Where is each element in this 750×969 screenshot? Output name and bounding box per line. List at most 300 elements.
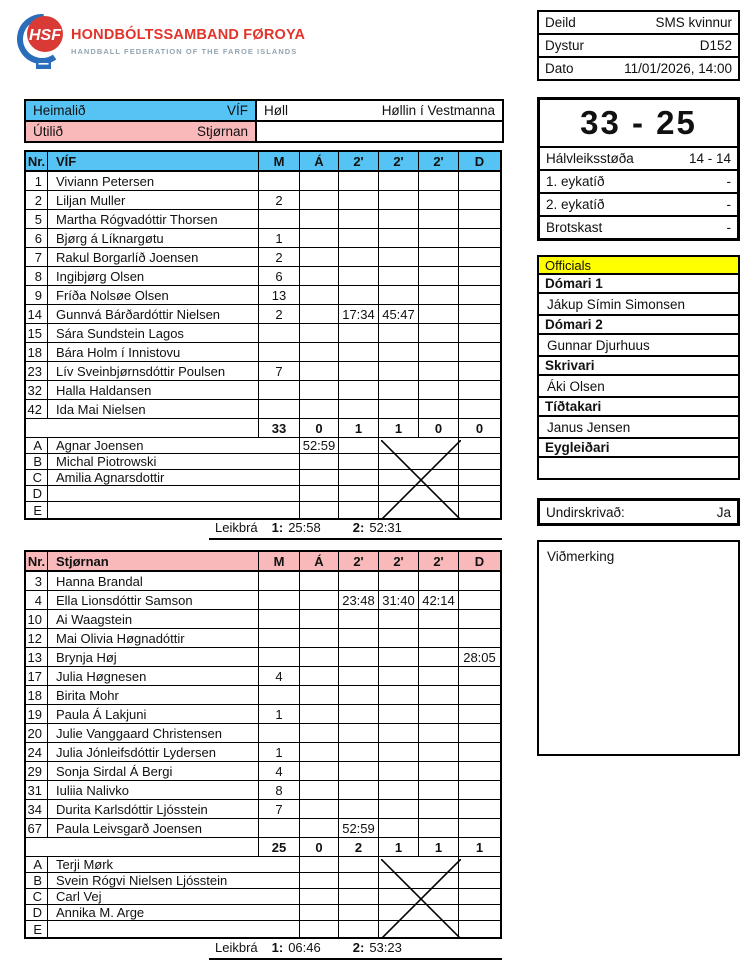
home-roster-header (26, 152, 500, 172)
official-suspension (339, 873, 379, 888)
player-number: 14 (26, 305, 48, 323)
col-header-home-team: VÍF (48, 152, 259, 170)
player-row (26, 705, 500, 724)
official-letter: C (26, 889, 48, 904)
player-warning (300, 381, 339, 399)
official-name (48, 502, 300, 518)
col-header-suspension-3: 2' (419, 552, 459, 570)
player-goals (259, 686, 300, 704)
official-suspension (339, 454, 379, 469)
official-disqualification (459, 438, 500, 453)
player-row (26, 610, 500, 629)
totals-suspensions-1: 2 (339, 838, 379, 856)
player-row (26, 629, 500, 648)
player-row (26, 381, 500, 400)
official-suspension (339, 502, 379, 518)
player-disqualification (459, 400, 500, 418)
player-row (26, 210, 500, 229)
official-person-name: Áki Olsen (539, 376, 738, 398)
player-suspension-2 (379, 172, 419, 190)
timeout-2-time: 53:23 (369, 940, 402, 955)
player-suspension-2 (379, 686, 419, 704)
official-suspension (339, 921, 379, 937)
final-score: 33 - 25 (580, 104, 697, 141)
hall-name: Høllin í Vestmanna (381, 103, 495, 118)
player-disqualification (459, 572, 500, 590)
match-info-label: Deild (545, 15, 576, 30)
match-info-row (539, 35, 738, 58)
player-row (26, 248, 500, 267)
match-info-row (539, 58, 738, 79)
player-row (26, 743, 500, 762)
official-disqualification (459, 470, 500, 485)
official-person-name: Jákup Símin Simonsen (539, 294, 738, 316)
player-disqualification (459, 743, 500, 761)
player-goals (259, 400, 300, 418)
player-warning (300, 686, 339, 704)
official-warning (300, 502, 339, 518)
player-suspension-2: 31:40 (379, 591, 419, 609)
player-warning (300, 819, 339, 837)
crossed-cell (379, 486, 459, 501)
player-warning (300, 648, 339, 666)
official-letter: C (26, 470, 48, 485)
player-suspension-2 (379, 210, 419, 228)
player-name: Martha Rógvadóttir Thorsen (48, 210, 259, 228)
player-goals: 1 (259, 229, 300, 247)
player-suspension-2 (379, 400, 419, 418)
official-warning (300, 889, 339, 904)
player-suspension-2 (379, 229, 419, 247)
player-suspension-2 (379, 762, 419, 780)
player-goals: 2 (259, 248, 300, 266)
player-suspension-1 (339, 229, 379, 247)
official-name (48, 486, 300, 501)
away-team-bar (24, 120, 257, 143)
player-disqualification (459, 591, 500, 609)
hall-bar (255, 99, 504, 122)
match-info-value: 11/01/2026, 14:00 (624, 61, 732, 76)
official-warning (300, 905, 339, 920)
official-letter: E (26, 921, 48, 937)
score-detail-label: Brotskast (546, 220, 603, 235)
player-suspension-1 (339, 686, 379, 704)
totals-warnings: 0 (300, 838, 339, 856)
player-number: 34 (26, 800, 48, 818)
player-row (26, 800, 500, 819)
official-suspension (339, 470, 379, 485)
player-warning (300, 667, 339, 685)
signature-value: Ja (716, 504, 731, 520)
totals-spacer (26, 838, 259, 856)
col-header-disqualification: D (474, 153, 485, 169)
player-disqualification (459, 762, 500, 780)
team-official-row (26, 454, 500, 470)
player-goals: 1 (259, 743, 300, 761)
player-row (26, 781, 500, 800)
player-suspension-1 (339, 724, 379, 742)
team-official-row (26, 502, 500, 518)
hall-bar-empty (255, 120, 504, 143)
player-number: 18 (26, 686, 48, 704)
player-warning (300, 210, 339, 228)
player-suspension-3 (419, 743, 459, 761)
score-detail-label: 2. eykatíð (546, 197, 605, 212)
player-suspension-2 (379, 705, 419, 723)
player-suspension-3 (419, 724, 459, 742)
remarks-box (537, 540, 740, 756)
player-name: Paula Leivsgarð Joensen (48, 819, 259, 837)
remarks-label: Viðmerking (547, 549, 615, 564)
player-warning (300, 591, 339, 609)
player-name: Fríða Nolsøe Olsen (48, 286, 259, 304)
player-suspension-3 (419, 362, 459, 380)
timeout-1-label: 1: (271, 520, 284, 535)
player-suspension-3 (419, 629, 459, 647)
official-warning (300, 454, 339, 469)
timeout-1-time: 06:46 (288, 940, 321, 955)
player-goals: 2 (259, 305, 300, 323)
official-name: Terji Mørk (48, 857, 300, 872)
player-name: Ida Mai Nielsen (48, 400, 259, 418)
team-official-row (26, 857, 500, 873)
col-header-suspension-1: 2' (339, 152, 379, 170)
away-roster-table (24, 550, 502, 939)
crossed-cell (379, 470, 459, 485)
official-name: Michal Piotrowski (48, 454, 300, 469)
player-warning (300, 743, 339, 761)
player-suspension-1 (339, 762, 379, 780)
player-suspension-1: 52:59 (339, 819, 379, 837)
player-suspension-1 (339, 781, 379, 799)
totals-goals: 33 (259, 419, 300, 437)
player-warning (300, 705, 339, 723)
totals-suspensions-3: 0 (419, 419, 459, 437)
player-number: 10 (26, 610, 48, 628)
player-number: 17 (26, 667, 48, 685)
player-goals (259, 210, 300, 228)
match-info-table (537, 10, 740, 81)
official-warning (300, 873, 339, 888)
player-goals (259, 724, 300, 742)
player-warning (300, 267, 339, 285)
player-name: Ai Waagstein (48, 610, 259, 628)
match-info-rows (539, 12, 738, 79)
player-warning (300, 229, 339, 247)
away-team-name: Stjørnan (196, 124, 248, 139)
player-number: 20 (26, 724, 48, 742)
player-name: Julie Vanggaard Christensen (48, 724, 259, 742)
player-suspension-3 (419, 686, 459, 704)
col-header-warning: Á (300, 552, 339, 570)
player-row (26, 686, 500, 705)
totals-warnings: 0 (300, 419, 339, 437)
timeout-2-label: 2: (352, 520, 365, 535)
player-suspension-1 (339, 191, 379, 209)
team-official-row (26, 889, 500, 905)
player-suspension-3 (419, 667, 459, 685)
player-warning (300, 362, 339, 380)
score-detail-row (540, 192, 737, 215)
home-label: Heimalið (33, 103, 86, 118)
player-disqualification (459, 324, 500, 342)
away-totals-row (26, 838, 500, 857)
player-suspension-3 (419, 343, 459, 361)
player-name: Sára Sundstein Lagos (48, 324, 259, 342)
player-row (26, 305, 500, 324)
player-row (26, 572, 500, 591)
score-detail-value: - (726, 220, 731, 235)
player-number: 12 (26, 629, 48, 647)
player-name: Brynja Høj (48, 648, 259, 666)
away-roster-header (26, 552, 500, 572)
player-suspension-1: 17:34 (339, 305, 379, 323)
player-warning (300, 343, 339, 361)
official-letter: B (26, 454, 48, 469)
federation-logo (16, 11, 68, 76)
player-disqualification (459, 800, 500, 818)
player-disqualification: 28:05 (463, 649, 496, 665)
away-label: Útilið (33, 124, 64, 139)
player-warning (300, 781, 339, 799)
official-person-name: Janus Jensen (539, 417, 738, 439)
official-warning (300, 921, 339, 937)
player-suspension-1 (339, 610, 379, 628)
away-official-rows (26, 857, 500, 937)
crossed-cell (379, 857, 459, 872)
crossed-cell (379, 889, 459, 904)
player-disqualification (459, 686, 500, 704)
player-number: 8 (26, 267, 48, 285)
totals-disqualifications: 1 (475, 839, 484, 855)
player-number: 29 (26, 762, 48, 780)
player-suspension-2 (379, 667, 419, 685)
player-goals (259, 324, 300, 342)
official-disqualification (459, 889, 500, 904)
col-header-goals: M (259, 152, 300, 170)
player-suspension-2 (379, 800, 419, 818)
official-role: Skrivari (539, 357, 738, 376)
player-disqualification (459, 305, 500, 323)
player-suspension-2 (379, 191, 419, 209)
player-suspension-1 (339, 248, 379, 266)
official-role: Dómari 1 (539, 275, 738, 294)
player-warning (300, 324, 339, 342)
player-row (26, 343, 500, 362)
team-official-row (26, 873, 500, 889)
player-suspension-2 (379, 267, 419, 285)
player-disqualification (459, 267, 500, 285)
player-disqualification (459, 362, 500, 380)
official-warning: 52:59 (300, 438, 339, 453)
player-warning (300, 629, 339, 647)
player-number: 32 (26, 381, 48, 399)
crossed-cell (379, 454, 459, 469)
totals-suspensions-2: 1 (379, 419, 419, 437)
official-warning (300, 470, 339, 485)
official-letter: D (26, 486, 48, 501)
player-warning (300, 286, 339, 304)
player-suspension-3 (419, 819, 459, 837)
score-detail-value: - (726, 197, 731, 212)
player-goals: 8 (259, 781, 300, 799)
score-detail-value: 14 - 14 (688, 151, 731, 166)
totals-disqualifications: 0 (475, 420, 484, 436)
player-name: Hanna Brandal (48, 572, 259, 590)
col-header-goals: M (259, 552, 300, 570)
col-header-suspension-1: 2' (339, 552, 379, 570)
player-suspension-1 (339, 286, 379, 304)
officials-entries (539, 275, 738, 478)
player-goals (259, 343, 300, 361)
player-suspension-1 (339, 705, 379, 723)
player-suspension-3 (419, 381, 459, 399)
col-header-warning: Á (300, 152, 339, 170)
player-disqualification (459, 343, 500, 361)
official-warning (300, 857, 339, 872)
player-goals: 7 (259, 362, 300, 380)
player-number: 23 (26, 362, 48, 380)
player-suspension-2 (379, 362, 419, 380)
signature-box (537, 498, 740, 526)
official-disqualification (459, 857, 500, 872)
player-warning (300, 724, 339, 742)
player-disqualification (459, 610, 500, 628)
home-team-name: VÍF (226, 103, 248, 118)
player-disqualification (459, 210, 500, 228)
player-suspension-1 (339, 343, 379, 361)
player-disqualification (459, 172, 500, 190)
player-goals (259, 572, 300, 590)
player-row (26, 267, 500, 286)
player-name: Liljan Muller (48, 191, 259, 209)
totals-goals: 25 (259, 838, 300, 856)
player-warning (300, 191, 339, 209)
player-disqualification (459, 229, 500, 247)
player-suspension-2 (379, 343, 419, 361)
home-official-rows (26, 438, 500, 518)
score-detail-label: 1. eykatíð (546, 174, 605, 189)
player-suspension-3 (419, 191, 459, 209)
official-name: Amilia Agnarsdottir (48, 470, 300, 485)
player-suspension-2 (379, 724, 419, 742)
official-name (48, 921, 300, 937)
score-detail-row (540, 169, 737, 192)
player-suspension-1 (339, 648, 379, 666)
player-suspension-3 (419, 267, 459, 285)
player-row (26, 229, 500, 248)
player-row (26, 648, 500, 667)
official-disqualification (459, 502, 500, 518)
player-suspension-3 (419, 305, 459, 323)
col-header-nr: Nr. (26, 552, 48, 570)
player-goals (259, 172, 300, 190)
player-name: Julia Høgnesen (48, 667, 259, 685)
team-official-row (26, 470, 500, 486)
player-goals (259, 591, 300, 609)
federation-name-block (71, 27, 305, 56)
totals-suspensions-1: 1 (339, 419, 379, 437)
player-name: Sonja Sirdal Á Bergi (48, 762, 259, 780)
official-role: Dómari 2 (539, 316, 738, 335)
official-disqualification (459, 905, 500, 920)
federation-name: HONDBÓLTSSAMBAND FØROYA (71, 27, 306, 43)
timeout-label: Leikbrá (215, 520, 258, 535)
crossed-cell (379, 502, 459, 518)
player-disqualification (459, 629, 500, 647)
player-warning (300, 305, 339, 323)
away-player-rows (26, 572, 500, 838)
player-suspension-3 (419, 648, 459, 666)
timeout-label: Leikbrá (215, 940, 258, 955)
player-suspension-2: 45:47 (379, 305, 419, 323)
col-header-suspension-2: 2' (379, 552, 419, 570)
official-letter: E (26, 502, 48, 518)
timeout-1-label: 1: (271, 940, 284, 955)
player-row (26, 286, 500, 305)
player-disqualification (459, 286, 500, 304)
score-panel (537, 97, 740, 241)
player-suspension-3 (419, 172, 459, 190)
player-disqualification (459, 248, 500, 266)
player-warning (300, 762, 339, 780)
official-suspension (339, 889, 379, 904)
player-disqualification (459, 667, 500, 685)
player-name: Halla Haldansen (48, 381, 259, 399)
col-header-disqualification: D (474, 553, 485, 569)
player-suspension-3 (419, 705, 459, 723)
official-suspension (339, 905, 379, 920)
player-suspension-3 (419, 229, 459, 247)
player-disqualification (459, 724, 500, 742)
player-number: 7 (26, 248, 48, 266)
col-header-suspension-3: 2' (419, 152, 459, 170)
match-info-label: Dystur (545, 38, 585, 53)
player-number: 42 (26, 400, 48, 418)
player-suspension-2 (379, 819, 419, 837)
official-disqualification (459, 873, 500, 888)
match-info-value: SMS kvinnur (655, 15, 732, 30)
official-warning (300, 486, 339, 501)
official-suspension (339, 857, 379, 872)
player-suspension-1: 23:48 (339, 591, 379, 609)
player-suspension-1 (339, 800, 379, 818)
player-name: Iuliia Nalivko (48, 781, 259, 799)
home-roster-table (24, 150, 502, 520)
player-name: Bára Holm í Innistovu (48, 343, 259, 361)
player-suspension-1 (339, 381, 379, 399)
player-row (26, 591, 500, 610)
player-name: Ella Lionsdóttir Samson (48, 591, 259, 609)
player-suspension-2 (379, 286, 419, 304)
svg-text:HSF: HSF (29, 27, 61, 44)
home-team-bar (24, 99, 257, 122)
player-suspension-1 (339, 629, 379, 647)
player-goals: 4 (259, 762, 300, 780)
score-detail-row (540, 215, 737, 238)
player-number: 2 (26, 191, 48, 209)
player-suspension-1 (339, 324, 379, 342)
player-number: 13 (26, 648, 48, 666)
player-warning (300, 610, 339, 628)
player-row (26, 191, 500, 210)
match-info-value: D152 (699, 38, 732, 53)
player-goals (259, 648, 300, 666)
player-number: 15 (26, 324, 48, 342)
player-disqualification (459, 819, 500, 837)
home-player-rows (26, 172, 500, 419)
player-name: Paula Á Lakjuni (48, 705, 259, 723)
